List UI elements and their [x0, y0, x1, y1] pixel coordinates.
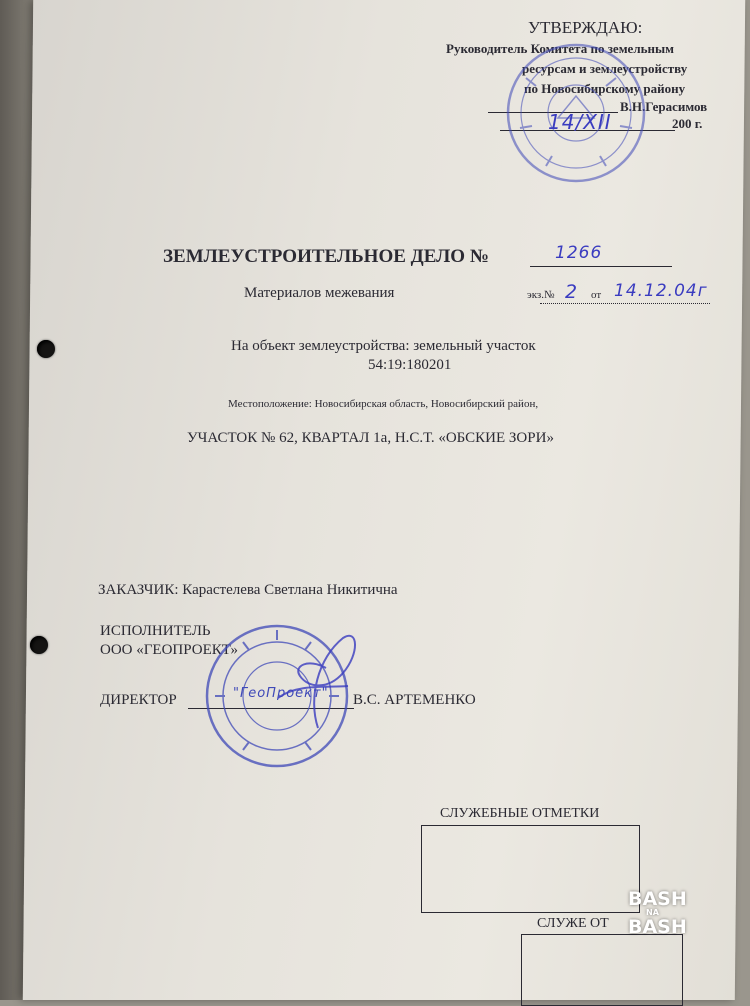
- punch-hole-bottom: [30, 636, 48, 654]
- approval-stamp: [496, 38, 656, 188]
- copy-label: экз.№: [527, 289, 555, 301]
- director-signature: [248, 628, 368, 738]
- watermark-top: BASH: [628, 888, 687, 910]
- service-marks-box: [421, 825, 640, 913]
- company-stamp-text: "ГеоПроект": [233, 686, 329, 701]
- customer-line: ЗАКАЗЧИК: Карастелева Светлана Никитична: [98, 582, 398, 598]
- document-title: ЗЕМЛЕУСТРОИТЕЛЬНОЕ ДЕЛО №: [163, 246, 489, 267]
- date-line: [540, 303, 710, 304]
- location-line: Местоположение: Новосибирская область, Новосибирский район,: [228, 398, 539, 410]
- punch-hole-top: [37, 340, 55, 358]
- executor-org: ООО «ГЕОПРОЕКТ»: [100, 642, 239, 658]
- cadastral-number: 54:19:180201: [368, 357, 452, 373]
- date-label: от: [591, 289, 602, 301]
- plot-line: УЧАСТОК № 62, КВАРТАЛ 1а, Н.С.Т. «ОБСКИЕ ЗОРИ»: [187, 430, 554, 446]
- approval-year: 200 г.: [672, 116, 703, 131]
- document-subtitle: Материалов межевания: [244, 285, 395, 301]
- approval-line-1: Руководитель Комитета по земельным: [446, 41, 674, 56]
- copy-number: 2: [565, 281, 579, 303]
- case-number: 1266: [555, 243, 603, 263]
- bash-watermark-logo: [628, 888, 698, 944]
- executor-label: ИСПОЛНИТЕЛЬ: [100, 623, 211, 639]
- director-label: ДИРЕКТОР: [100, 692, 177, 708]
- watermark-bottom: BASH: [628, 916, 687, 938]
- document-date: 14.12.04г: [614, 281, 708, 301]
- service-marks-box-lower: [521, 934, 683, 1006]
- director-name: В.С. АРТЕМЕНКО: [353, 692, 476, 708]
- approval-handwritten-date: 14/XII: [548, 110, 612, 134]
- service-marks-label-lower: СЛУЖЕ ОТ: [537, 916, 609, 931]
- object-line: На объект землеустройства: земельный участок: [231, 338, 536, 354]
- service-marks-label: СЛУЖЕБНЫЕ ОТМЕТКИ: [440, 806, 600, 821]
- approval-line-2: ресурсам и землеустройству: [522, 61, 688, 76]
- approval-title: УТВЕРЖДАЮ:: [528, 18, 643, 37]
- approval-signer: В.Н.Герасимов: [620, 99, 708, 114]
- approval-line-3: по Новосибирскому району: [524, 81, 686, 96]
- watermark-middle: NA: [646, 908, 659, 917]
- case-number-line: [530, 266, 672, 267]
